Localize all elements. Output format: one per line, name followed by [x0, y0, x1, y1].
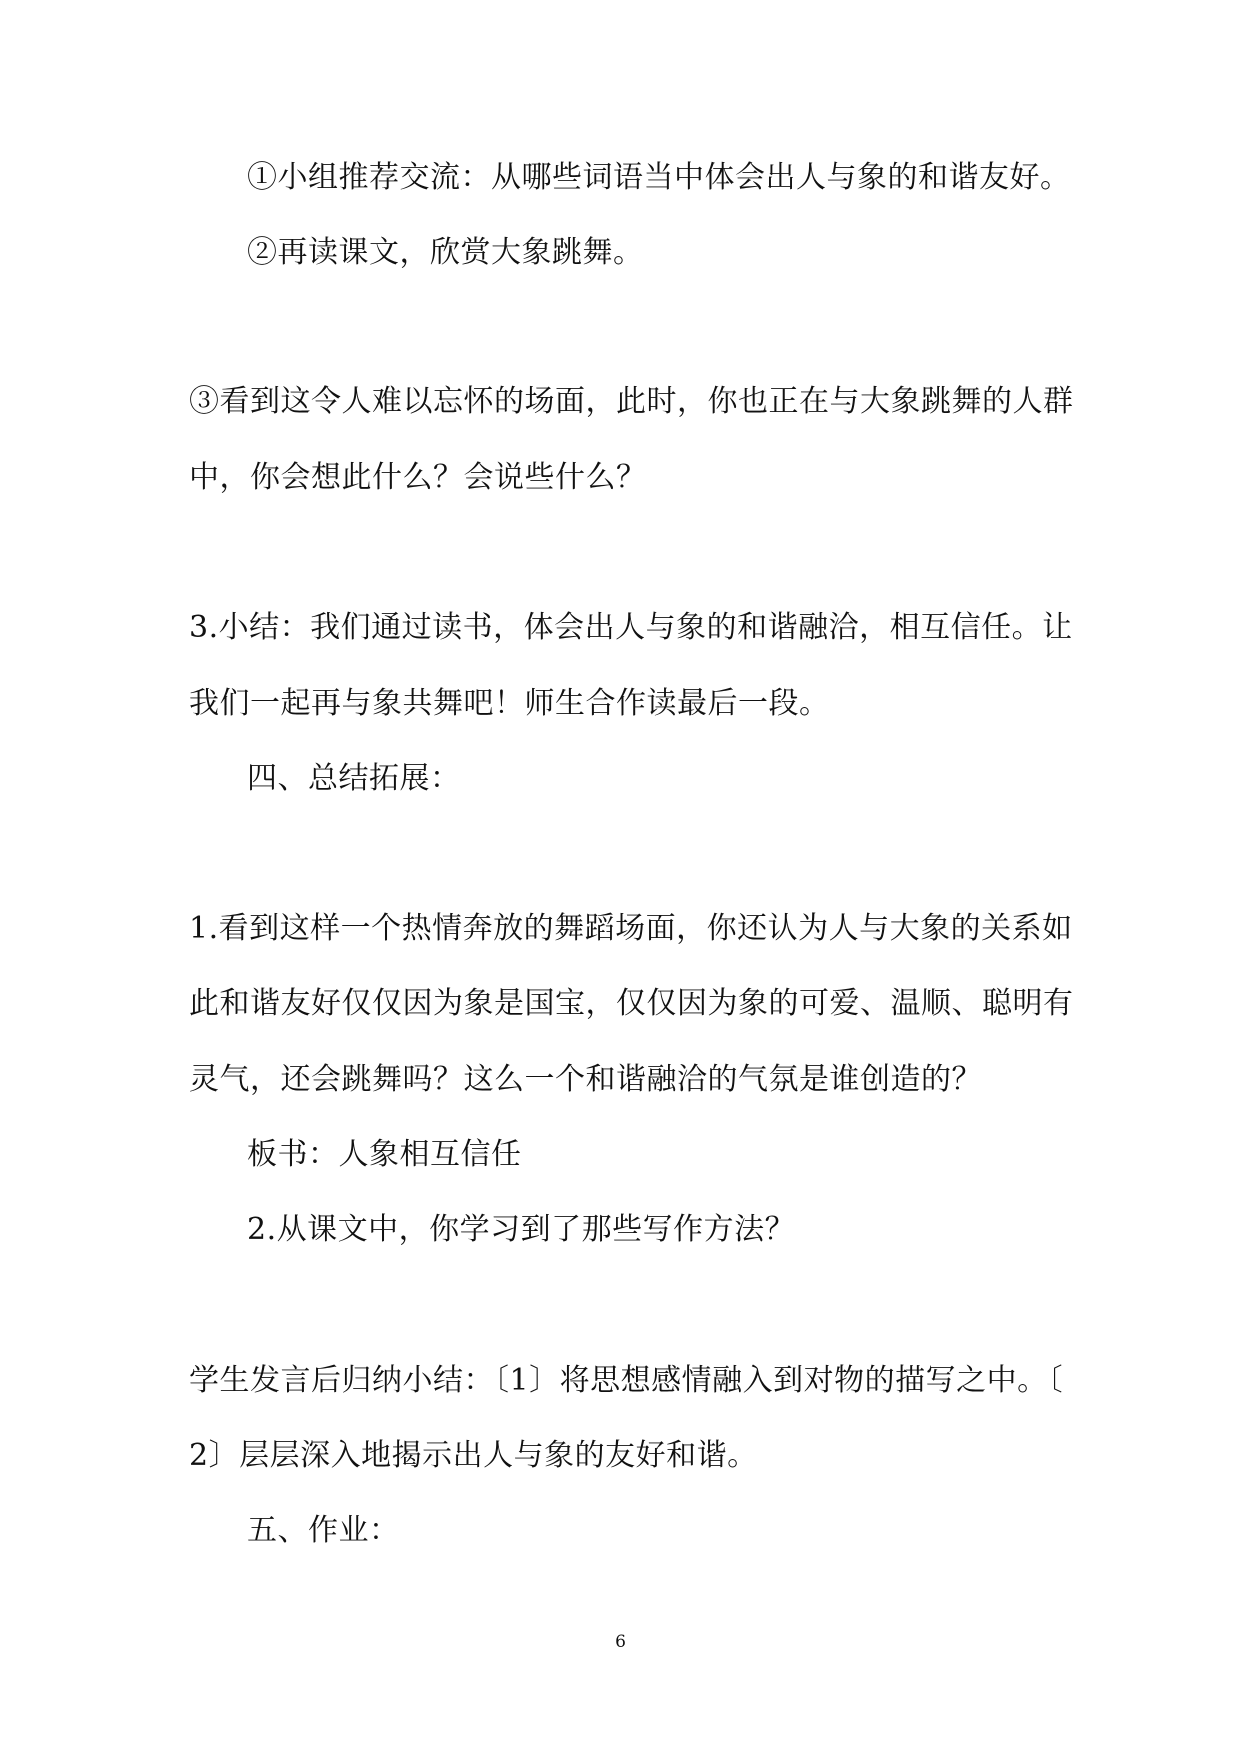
paragraph-line: 我们一起再与象共舞吧！师生合作读最后一段。	[189, 686, 830, 721]
page-number: 6	[615, 1632, 626, 1652]
section-heading: 五、作业：	[247, 1513, 400, 1548]
paragraph-line: ①小组推荐交流：从哪些词语当中体会出人与象的和谐友好。	[247, 160, 1071, 195]
paragraph-line: 板书：人象相互信任	[247, 1137, 522, 1172]
paragraph-line: 3.小结：我们通过读书，体会出人与象的和谐融洽，相互信任。让	[189, 610, 1073, 645]
paragraph-line: 中，你会想此什么？会说些什么？	[189, 460, 647, 495]
paragraph-line: 2〕层层深入地揭示出人与象的友好和谐。	[189, 1438, 758, 1473]
paragraph-line: 1.看到这样一个热情奔放的舞蹈场面，你还认为人与大象的关系如	[189, 911, 1073, 946]
paragraph-line: 2.从课文中，你学习到了那些写作方法？	[247, 1212, 796, 1247]
paragraph-line: ③看到这令人难以忘怀的场面，此时，你也正在与大象跳舞的人群	[189, 384, 1074, 419]
section-heading: 四、总结拓展：	[247, 761, 461, 796]
paragraph-line: ②再读课文，欣赏大象跳舞。	[247, 235, 644, 270]
paragraph-line: 此和谐友好仅仅因为象是国宝，仅仅因为象的可爱、温顺、聪明有	[189, 986, 1074, 1021]
paragraph-line: 学生发言后归纳小结：〔1〕将思想感情融入到对物的描写之中。〔	[189, 1363, 1064, 1398]
paragraph-line: 灵气，还会跳舞吗？这么一个和谐融洽的气氛是谁创造的？	[189, 1062, 982, 1097]
